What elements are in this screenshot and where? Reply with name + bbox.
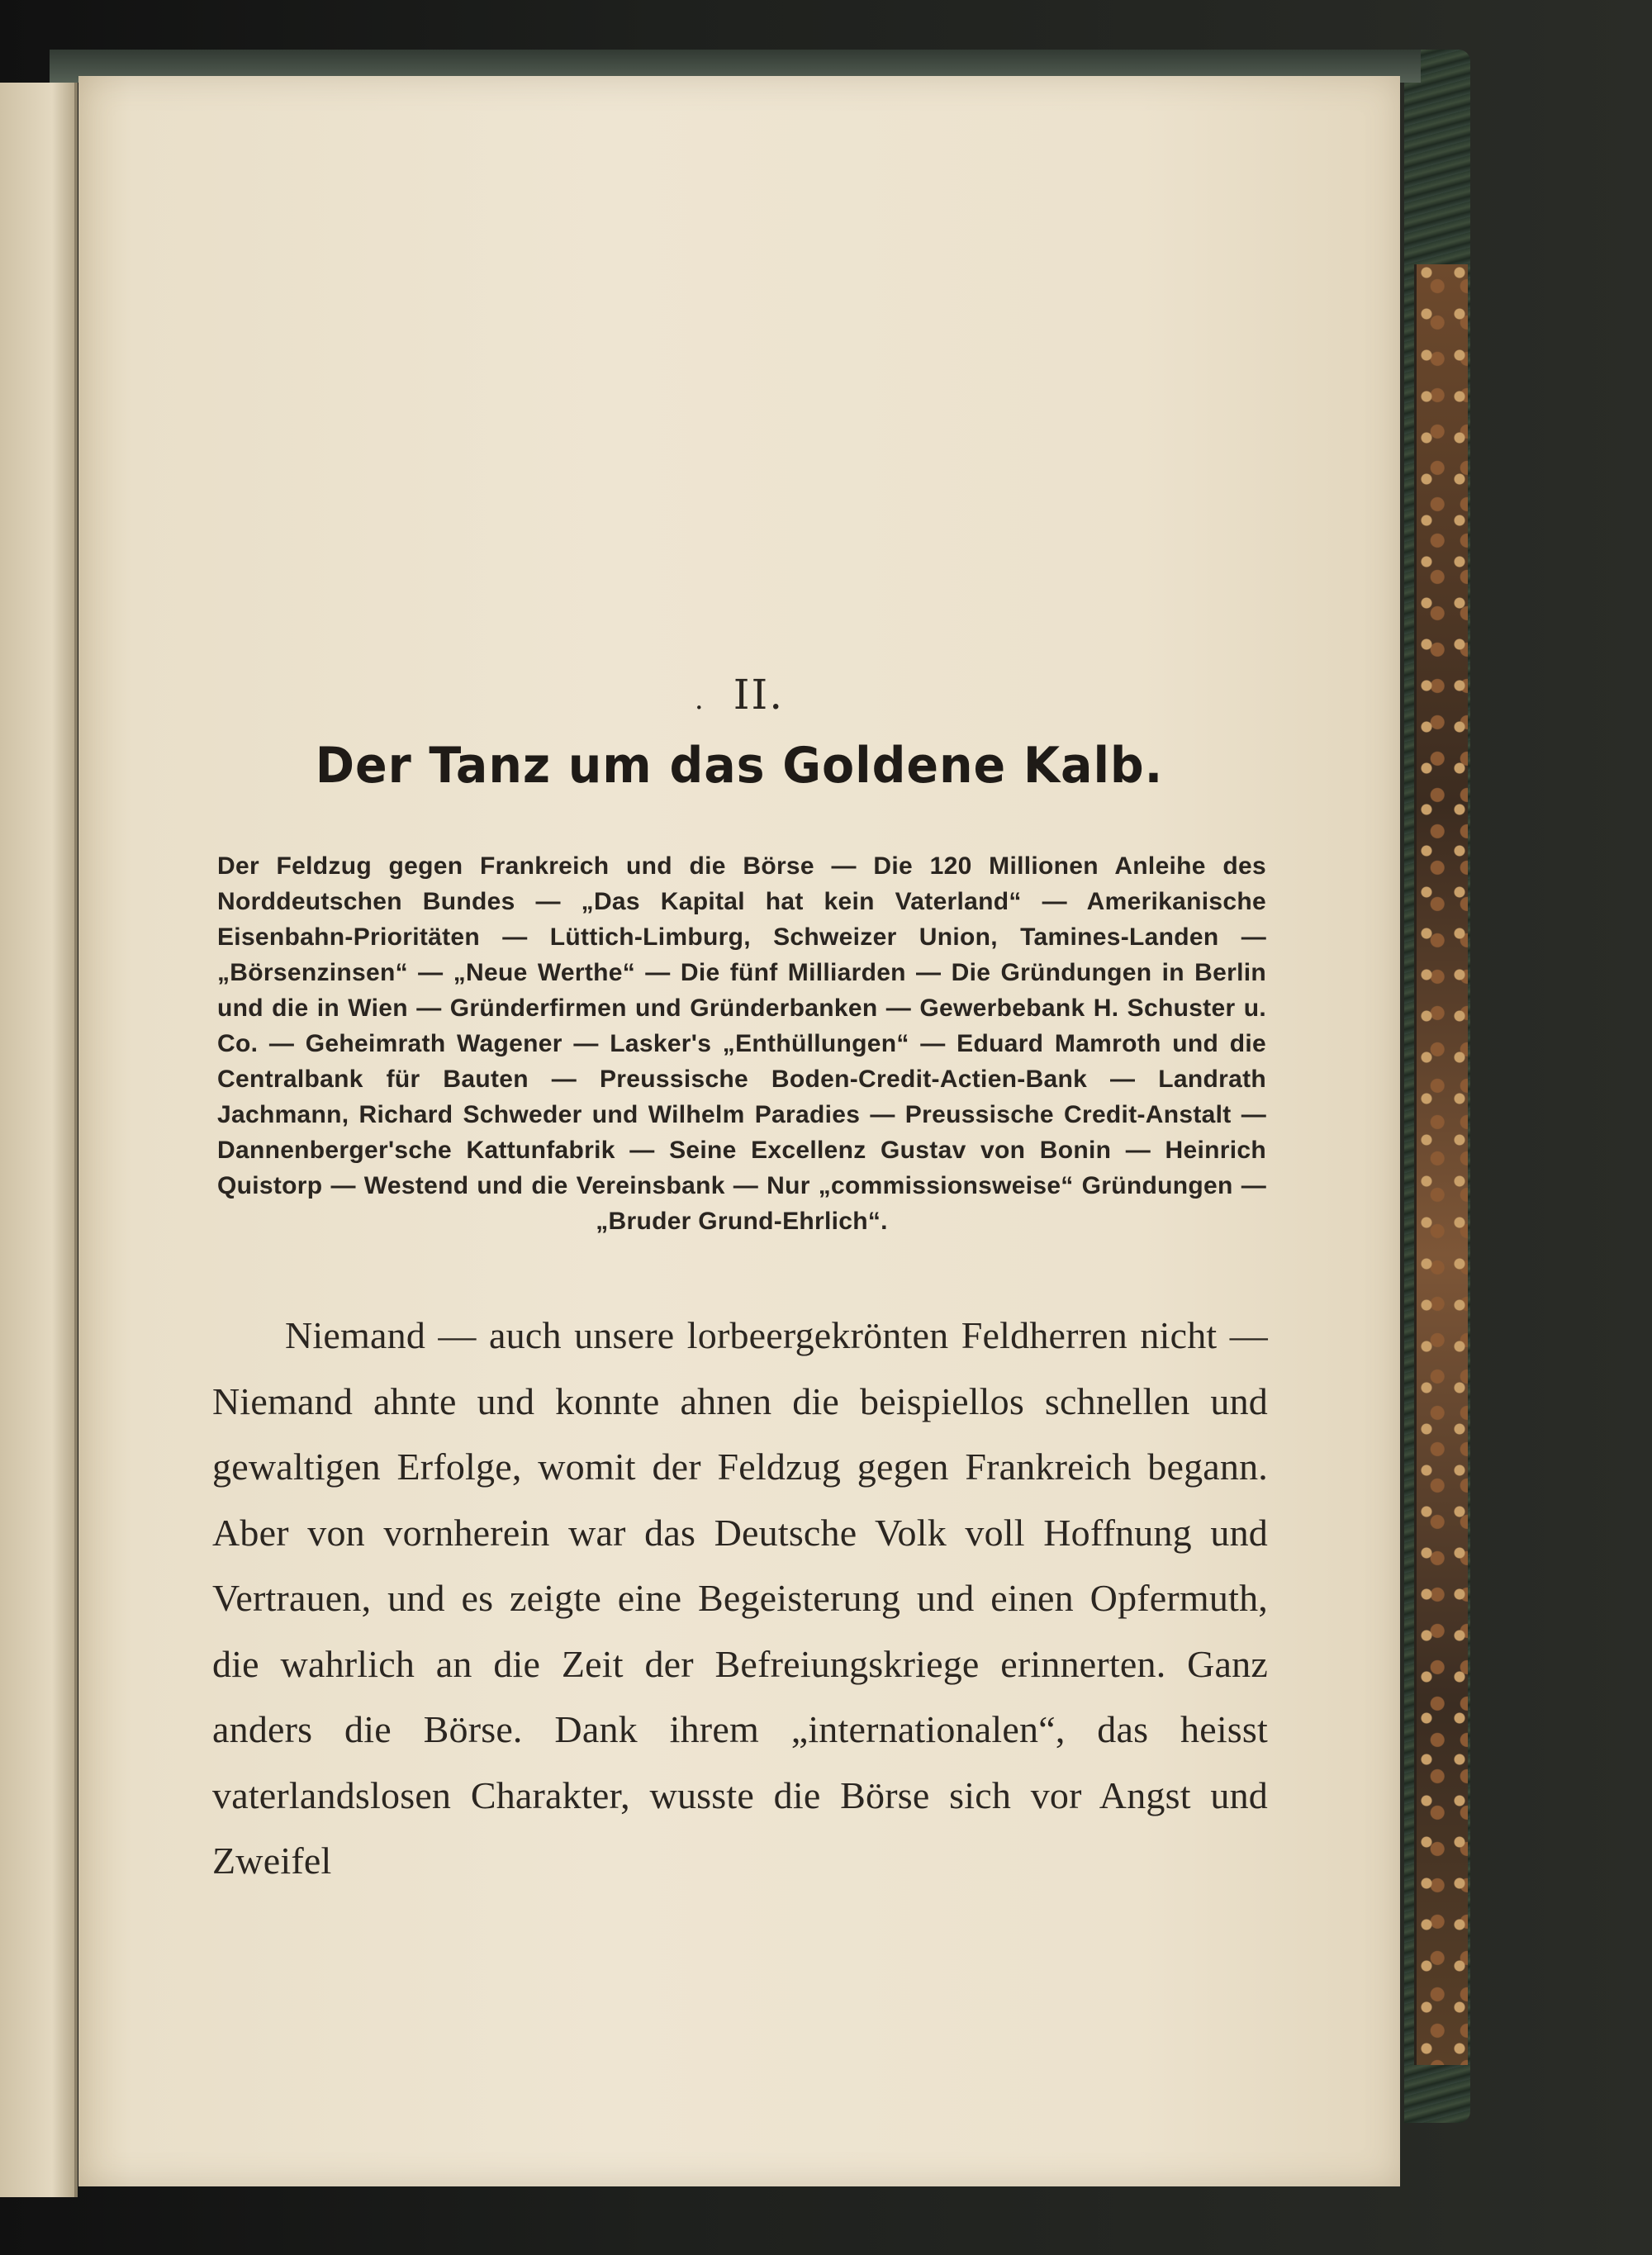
- chapter-summary: Der Feldzug gegen Frankreich und die Börse — Die 120 Millionen Anleihe des Norddeutschen Bundes — „Das Kapital hat kein Vaterland“ — Amerikanische Eisenbahn-Prioritäten — Lüttich-Limburg, Schweizer Union, Tamines-Landen — „Börsenzinsen“ — „Neue Werthe“ — Die fünf Milliarden — Die Gründungen in Berlin und die in Wien — Gründerfirmen und Gründerbanken — Gewerbebank H. Schuster u. Co. — Geheimrath Wagener — Lasker's „Enthüllungen“ — Eduard Mamroth und die Centralbank für Bauten — Preussische Boden-Credit-Actien-Bank — Landrath Jachmann, Richard Schweder und Wilhelm Paradies — Preussische Credit-Anstalt — Dannenberger'sche Kattunfabrik — Seine Excellenz Gustav von Bonin — Heinrich Quistorp — Westend und die Vereinsbank — Nur „commissionsweise“ Gründungen — „Bruder Grund-Ehrlich“.: [217, 852, 1266, 1235]
- body-paragraph: Niemand — auch unsere lorbeergekrönten Feldherren nicht — Niemand ahnte und konnte ahnen die beispiellos schnellen und gewaltigen Erfolge, womit der Feldzug gegen Frankreich begann. Aber von vornherein war das Deutsche Volk voll Hoffnung und Vertrauen, und es zeigte eine Begeisterung und einen Opfermuth, die wahrlich an die Zeit der Befreiungskriege erinnerten. Ganz anders die Börse. Dank ihrem „internationalen“, das heisst vaterlandslosen Charakter, wusste die Börse sich vor Angst und Zweifel: [212, 1314, 1268, 1882]
- chapter-dot: .: [694, 683, 705, 716]
- left-page-edge: [0, 83, 78, 2197]
- chapter-title: Der Tanz um das Goldene Kalb.: [315, 737, 1164, 795]
- body-text: [212, 1303, 1268, 1894]
- book-page: [78, 76, 1400, 2186]
- chapter-number: [78, 671, 1400, 719]
- marbled-page-edge: [1414, 264, 1468, 2065]
- chapter-number-text: II.: [733, 671, 785, 719]
